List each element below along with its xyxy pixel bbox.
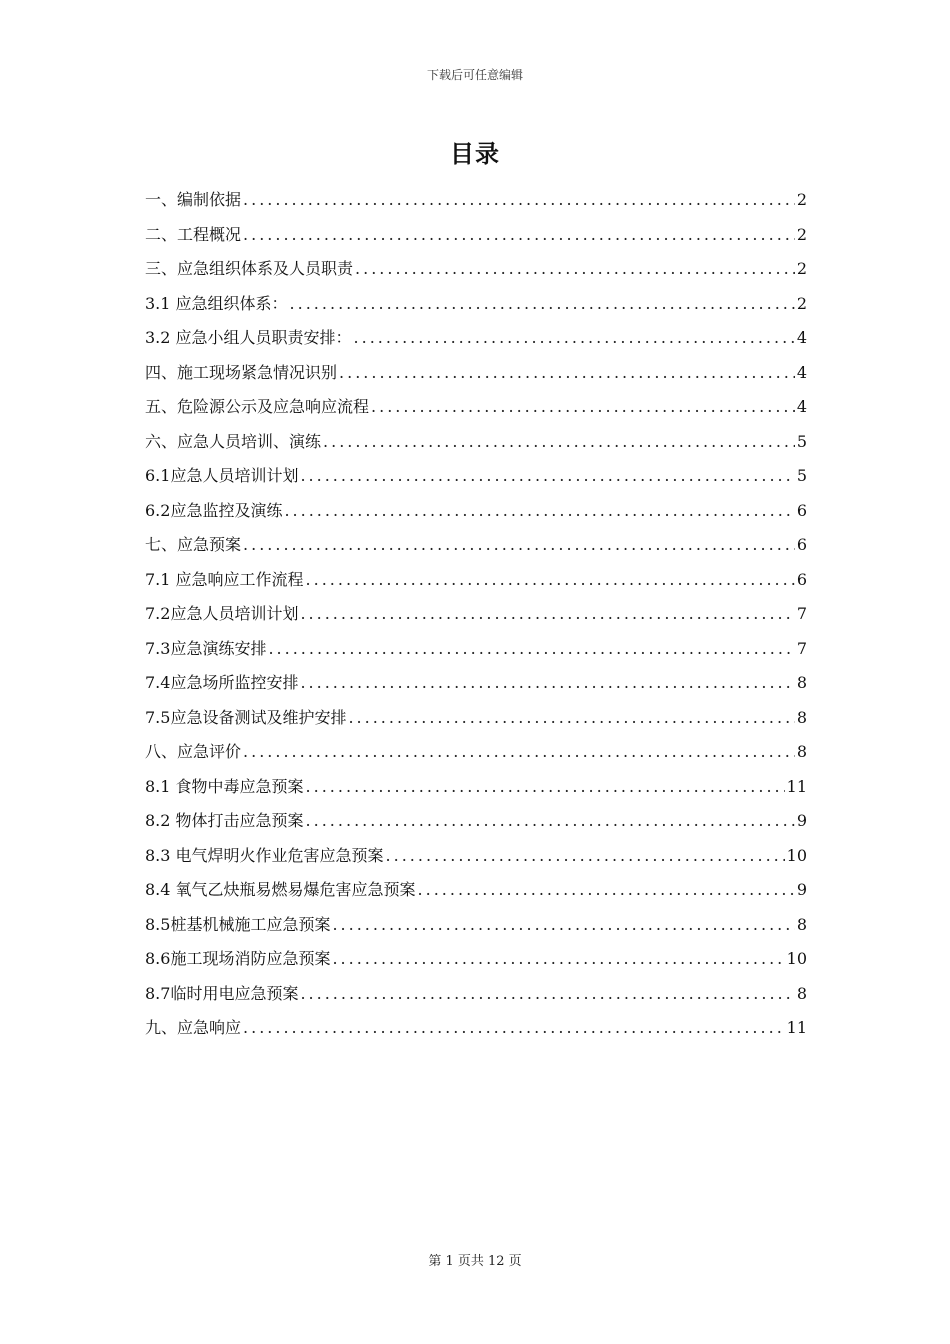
toc-entry[interactable] [145,218,807,253]
toc-entry[interactable] [145,563,807,598]
toc-leader-dots [354,321,795,356]
toc-leader-dots [300,459,794,494]
toc-entry-page: 10 [786,845,807,865]
toc-leader-dots [243,735,795,770]
toc-entry[interactable] [145,804,807,839]
toc-leader-dots [332,908,794,943]
toc-entry-label: 3.1 应急组织体系： [145,293,288,313]
toc-leader-dots [339,356,795,391]
toc-leader-dots [306,804,795,839]
toc-entry[interactable] [145,632,807,667]
toc-entry-page: 8 [796,983,807,1003]
toc-leader-dots [323,425,795,460]
toc-entry-page: 8 [796,673,807,692]
toc-entry[interactable] [145,494,807,529]
toc-entry[interactable] [145,735,807,770]
toc-leader-dots [243,1011,785,1046]
toc-leader-dots [348,701,794,736]
toc-entry-label: 7.5应急设备测试及维护安排 [145,707,347,727]
toc-leader-dots [300,597,794,632]
toc-leader-dots [300,666,794,701]
toc-entry[interactable] [145,908,807,943]
toc-leader-dots [418,873,795,908]
toc-entry-page: 4 [796,397,807,416]
toc-leader-dots [306,563,795,598]
toc-leader-dots [300,977,794,1012]
toc-title: 目录 [450,139,500,168]
toc-entry[interactable] [145,942,807,977]
toc-entry-page: 4 [796,362,807,382]
toc-entry-page: 2 [796,293,807,313]
toc-entry[interactable] [145,252,807,287]
toc-entry-label: 7.1 应急响应工作流程 [145,569,304,589]
toc-entry-page: 7 [796,604,807,623]
toc-entry-page: 9 [796,880,807,899]
toc-entry-page: 6 [796,500,807,520]
toc-entry-label: 六、应急人员培训、演练 [145,431,322,451]
toc-entry-page: 8 [796,707,807,727]
toc-entry-page: 4 [796,328,807,347]
toc-entry-label: 八、应急评价 [145,742,242,761]
toc-entry-label: 8.5桩基机械施工应急预案 [145,914,331,934]
toc-entry-label: 九、应急响应 [145,1018,242,1037]
toc-entry[interactable] [145,390,807,425]
toc-entry-label: 8.1 食物中毒应急预案 [145,776,304,796]
toc-leader-dots [332,942,784,977]
toc-entry-page: 2 [796,190,807,209]
toc-entry[interactable] [145,873,807,908]
toc-leader-dots [243,183,795,218]
header-note: 下载后可任意编辑 [426,68,523,82]
toc-entry[interactable] [145,666,807,701]
toc-entry[interactable] [145,356,807,391]
toc-entry[interactable] [145,183,807,218]
toc-entry-page: 8 [796,914,807,934]
toc-entry[interactable] [145,770,807,805]
toc-leader-dots [243,528,795,563]
toc-entry-label: 8.3 电气焊明火作业危害应急预案 [145,845,384,865]
toc-entry-label: 6.2应急监控及演练 [145,500,283,520]
toc-leader-dots [306,770,785,805]
toc-entry-label: 7.2应急人员培训计划 [145,604,299,623]
toc-entry-label: 七、应急预案 [145,535,242,554]
toc-entry-label: 3.2 应急小组人员职责安排： [145,328,352,347]
toc-entry-label: 四、施工现场紧急情况识别 [145,362,338,382]
toc-entry-label: 五、危险源公示及应急响应流程 [145,397,370,416]
toc-entry-label: 8.2 物体打击应急预案 [145,811,304,830]
toc-entry-page: 8 [796,742,807,761]
toc-entry-label: 8.4 氧气乙炔瓶易燃易爆危害应急预案 [145,880,416,899]
toc-entry-label: 三、应急组织体系及人员职责 [145,259,354,278]
toc-entry-label: 7.4应急场所监控安排 [145,673,299,692]
toc-entry-label: 8.7临时用电应急预案 [145,983,299,1003]
toc-entry-page: 2 [796,259,807,278]
toc-leader-dots [284,494,794,529]
toc-leader-dots [243,218,795,253]
toc-entry[interactable] [145,321,807,356]
toc-entry-label: 二、工程概况 [145,224,242,244]
toc-entry-page: 6 [796,569,807,589]
toc-entry[interactable] [145,701,807,736]
toc-entry-page: 6 [796,535,807,554]
toc-entry[interactable] [145,287,807,322]
toc-leader-dots [268,632,794,667]
toc-entry[interactable] [145,459,807,494]
toc-entry-page: 11 [786,1018,807,1037]
toc-leader-dots [290,287,795,322]
toc-leader-dots [386,839,785,874]
toc-entry[interactable] [145,425,807,460]
toc-entry-label: 一、编制依据 [145,190,242,209]
toc-entry-page: 2 [796,224,807,244]
footer-page-info: 第 1 页共 12 页 [428,1254,522,1269]
toc-entry[interactable] [145,1011,807,1046]
toc-entry-label: 6.1应急人员培训计划 [145,466,299,485]
toc-entry[interactable] [145,839,807,874]
toc-entry-page: 7 [796,638,807,658]
toc-entry-label: 7.3应急演练安排 [145,638,267,658]
toc-list [145,183,807,1046]
toc-entry[interactable] [145,597,807,632]
toc-entry-page: 11 [786,776,807,796]
toc-entry[interactable] [145,528,807,563]
toc-leader-dots [371,390,795,425]
toc-leader-dots [355,252,795,287]
toc-entry[interactable] [145,977,807,1012]
toc-entry-page: 5 [796,431,807,451]
toc-entry-label: 8.6施工现场消防应急预案 [145,949,331,968]
toc-entry-page: 5 [796,466,807,485]
toc-entry-page: 10 [786,949,807,968]
toc-entry-page: 9 [796,811,807,830]
